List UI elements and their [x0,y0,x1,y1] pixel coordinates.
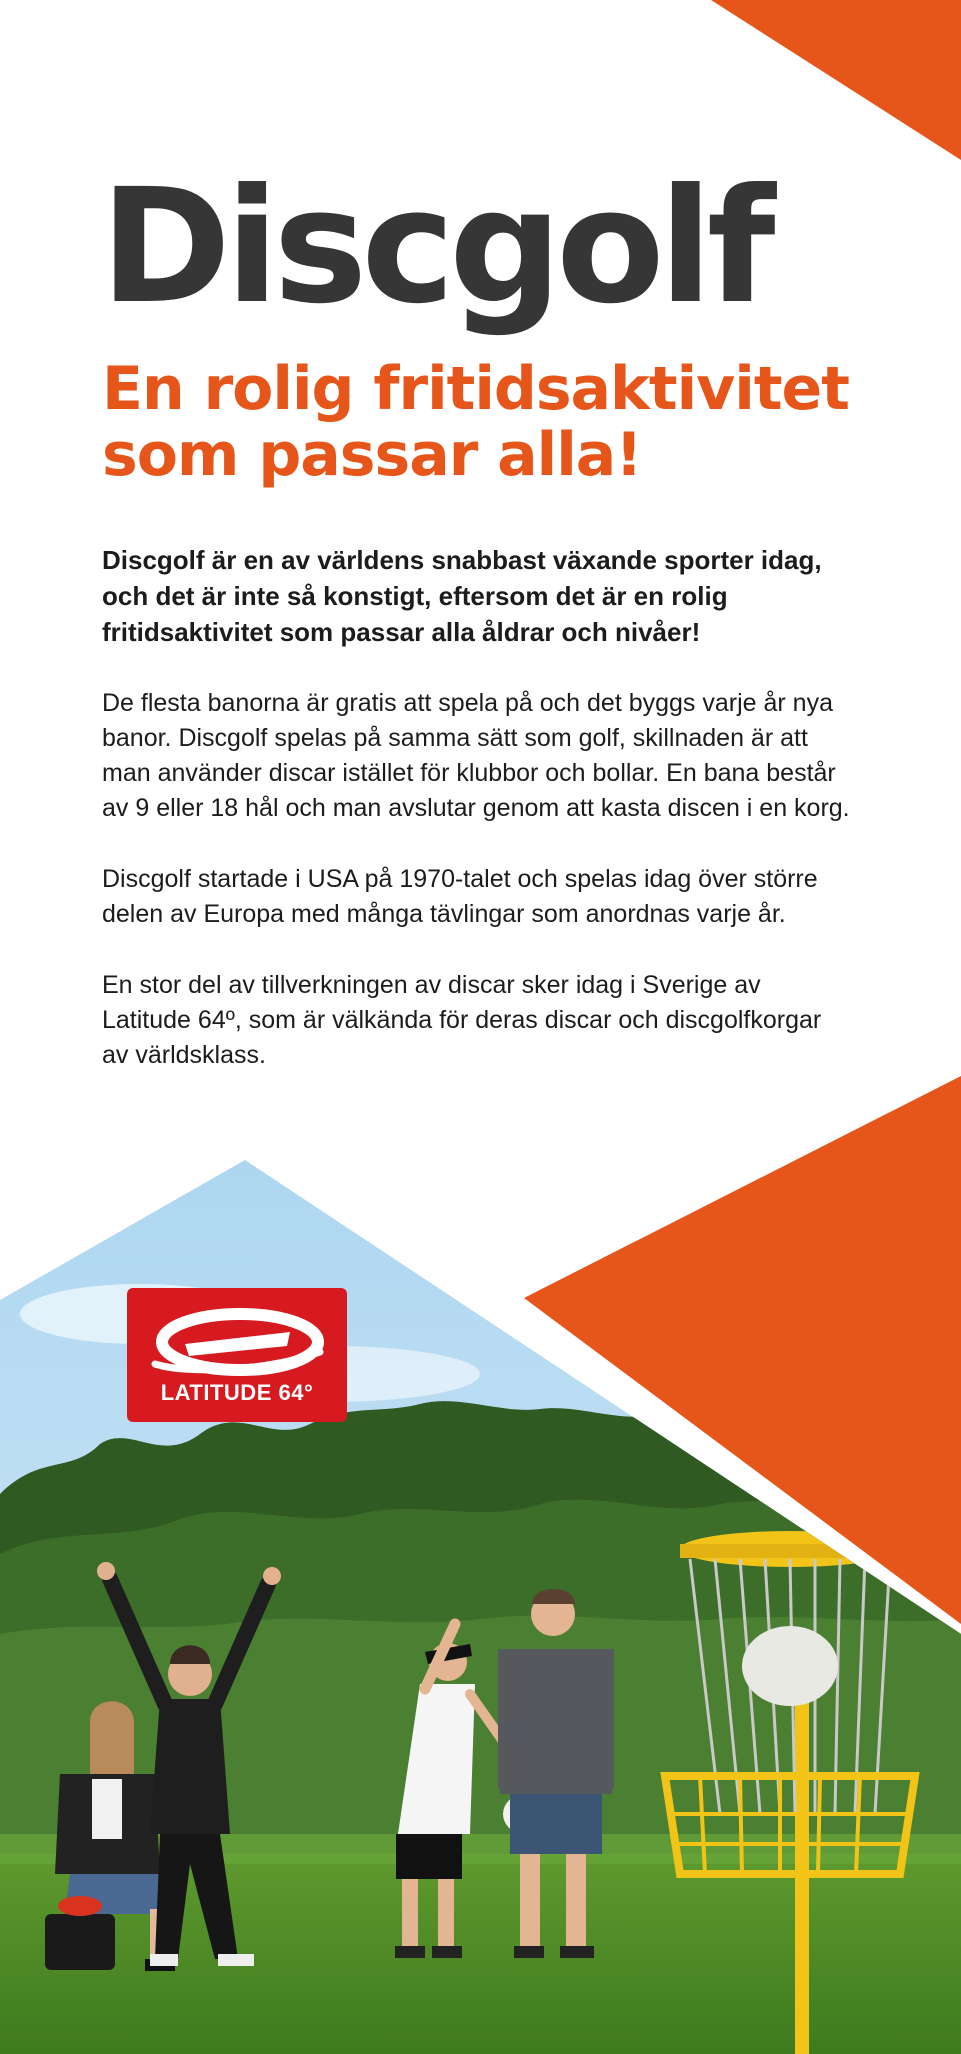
paragraph-courses [102,686,912,826]
lead-line: och det är inte så konstigt, eftersom det är en rolig [102,581,728,611]
paragraph-line: banor. Discgolf spelas på samma sätt som golf, skillnaden är att [102,724,808,752]
paragraph-line: av världsklass. [102,1041,266,1069]
latitude-64-logo [127,1288,347,1422]
logo-text: LATITUDE 64° [160,1380,314,1405]
lead-line: Discgolf är en av världens snabbast växande sporter idag, [102,545,822,575]
top-right-orange-triangle [711,0,961,160]
page-title: Discgolf [100,155,770,339]
paragraph-line: Discgolf startade i USA på 1970-talet och spelas idag över större [102,865,818,893]
page-subtitle [102,356,922,488]
paragraph-history [102,862,912,932]
subtitle-line-1: En rolig fritidsaktivitet [102,354,849,424]
paragraph-line: delen av Europa med många tävlingar som anordnas varje år. [102,900,786,928]
paragraph-line: En stor del av tillverkningen av discar sker idag i Sverige av [102,971,761,999]
paragraph-manufacturing [102,968,912,1073]
paragraph-line: man använder discar istället för klubbor och bollar. En bana består [102,759,836,787]
subtitle-line-2: som passar alla! [102,420,642,490]
lead-paragraph [102,542,912,650]
lead-line: fritidsaktivitet som passar alla åldrar och nivåer! [102,617,701,647]
paragraph-line: De flesta banorna är gratis att spela på och det byggs varje år nya [102,689,833,717]
body-text [102,542,912,1109]
paragraph-line: av 9 eller 18 hål och man avslutar genom att kasta discen i en korg. [102,794,850,822]
paragraph-line: Latitude 64º, som är välkända för deras discar och discgolfkorgar [102,1006,822,1034]
latitude-swoosh-icon [145,1302,329,1380]
